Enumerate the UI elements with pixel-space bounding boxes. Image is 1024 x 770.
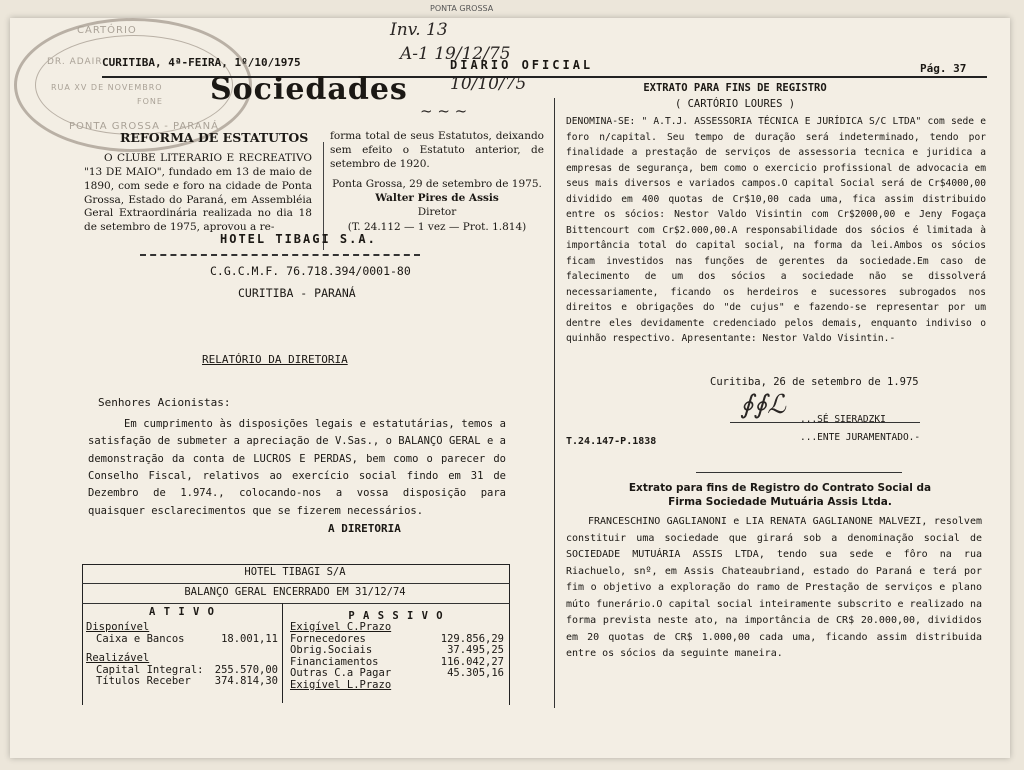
ativo-value: 255.570,00 [214, 663, 278, 676]
newspaper-page [10, 4, 1010, 758]
extrato1-signer-role: ...ENTE JURAMENTADO.- [800, 432, 921, 443]
stamp-text: PONTA GROSSA - PARANÁ [69, 121, 219, 132]
signature-scribble: ∮∮ℒ [740, 390, 786, 420]
passivo-value: 116.042,27 [440, 655, 504, 668]
extrato1-subtitle: ( CARTÓRIO LOURES ) [674, 98, 796, 110]
passivo-label: Financiamentos [290, 655, 379, 668]
ativo-row [86, 653, 278, 665]
passivo-label: Exigível L.Prazo [290, 678, 392, 691]
handwritten-label: PONTA GROSSA [430, 4, 494, 13]
reforma-paragraph: O CLUBE LITERARIO E RECREATIVO "13 DE MAIO", fundado em 13 de maio de 1890, com sede e foro na cidade de Ponta Grossa, Estado do Paraná, em Assembléia Geral Extraordinária realizada no dia 18 de setembro de 1975, aprovou a re- [84, 152, 312, 234]
header-page-number: Pág. 37 [920, 62, 967, 75]
extrato1-body: DENOMINA-SE: " A.T.J. ASSESSORIA TÉCNICA E JURÍDICA S/C LTDA" com sede e foro n/capital. Seu tempo de duração será indeterminado, tendo por finalidade a prestação de serviços de assessoria tecnica e juridica a empresas de segurança, bem como o exercicio profissional de advocacia em seus mais diversos e variados campos.O capital Social será de Cr$4000,00 dividido em 400 quotas de Cr$10,00 cada uma, fica assim distribuido entre os sócios: Nestor Valdo Visintin com Cr$2000,00 e Jeny Fogaça Bittencourt com Cr$2.000,00.A responsabilidade dos sócios é limitada à importância total do capital social, na forma da lei.Ambos os sócios ficam investidos nas funções de gerentes da sociedade.Em caso de falecimento de um dos sócios a sociedade não se dissolverá necessariamente, ficando os herdeiros e sucessores subrogados nos direitos e obrigações do "de cujus" e fazendo-se representar por um dentre eles devidamente credenciado pelos demais, enquanto indiviso o quinhão respectivo. Apresentante: Nestor Valdo Visintin.- [566, 116, 986, 345]
reforma-place-date: Ponta Grossa, 29 de setembro de 1975. [332, 178, 542, 190]
report-title: RELATÓRIO DA DIRETORIA [202, 353, 348, 366]
ativo-label: Realizável [86, 652, 150, 665]
handwritten-note: 10/10/75 [450, 74, 527, 94]
dashed-rule [140, 254, 420, 256]
report-greeting: Senhores Acionistas: [98, 396, 231, 409]
passivo-label: Fornecedores [290, 632, 366, 645]
balance-title: BALANÇO GERAL ENCERRADO EM 31/12/74 [184, 586, 406, 598]
extrato1-place-date: Curitiba, 26 de setembro de 1.975 [710, 376, 919, 388]
report-signature: A DIRETORIA [328, 522, 401, 535]
stamp-text: DR. ADAIR [47, 57, 103, 67]
balance-company: HOTEL TIBAGI S/A [244, 566, 346, 578]
passivo-row [290, 680, 504, 692]
report-body: Em cumprimento às disposições legais e estatutárias, temos a satisfação de submeter a apreciação de V.Sas., o BALANÇO GERAL e a demonstração da conta de LUCROS E PERDAS, bem como o parecer do Conselho Fiscal, relativos ao exercício social findo em 31 de Dezembro de 1.974., colocando-nos a vossa disposição para quaisquer esclarecimentos que se fizerem necessários. [88, 418, 506, 517]
section-rule [696, 472, 902, 473]
balance-rule [82, 583, 510, 584]
reforma-role: Diretor [417, 206, 457, 218]
reforma-ref: (T. 24.112 — 1 vez — Prot. 1.814) [347, 221, 527, 233]
handwritten-note: A-1 19/12/75 [400, 44, 511, 64]
balance-divider [282, 603, 283, 703]
stamp-text: CARTÓRIO [77, 25, 137, 36]
ativo-value: 374.814,30 [214, 675, 278, 688]
ativo-list [86, 622, 278, 688]
ativo-label: Títulos Receber [96, 675, 191, 688]
passivo-label: Obrig.Sociais [290, 644, 373, 657]
header-masthead: DIARIO OFICIAL [450, 58, 594, 72]
stamp-text: RUA XV DE NOVEMBRO [51, 83, 163, 92]
handwritten-note: Inv. 13 [390, 20, 448, 40]
ativo-label: Disponível [86, 621, 150, 633]
passivo-label: Exigível C.Prazo [290, 621, 392, 633]
ativo-row [86, 634, 278, 646]
passivo-row [290, 645, 504, 657]
extrato1-ref: T.24.147-P.1838 [566, 436, 657, 447]
ativo-header: A T I V O [149, 606, 215, 618]
extrato2-title: Extrato para fins de Registro do Contrato Social da Firma Sociedade Mutuária Assis Ltda. [628, 482, 932, 508]
stamp-text: FONE [137, 97, 163, 106]
extrato2-body: FRANCESCHINO GAGLIANONI e LIA RENATA GAGLIANONE MALVEZI, resolvem constituir uma sociedade que girará sob a denominação social de SOCIEDADE MUTUÁRIA ASSIS LTDA, tendo sua sede e fôro na rua Riachuelo, snº, em Assis Chateaubriand, estado do Paraná e terá por fim o objetivo a exploração do ramo de Prestação de serviços e plano múto funerário.O capital social inteiramente subscrito e realizado na forma prevista neste ato, na importância de CR$ 20.000,00, divididos em 20 quotas de CR$ 1.000,00 cada uma, ficando assim distribuida entre os sócios da seguinte maneira. [566, 516, 982, 659]
passivo-row [290, 668, 504, 680]
signature-scribble: ~ ~ ~ [420, 102, 468, 120]
ativo-row [86, 676, 278, 688]
ativo-value: 18.001,11 [221, 632, 278, 645]
hotel-city: CURITIBA - PARANÁ [238, 286, 356, 300]
hotel-cgc: C.G.C.M.F. 76.718.394/0001-80 [210, 264, 411, 278]
passivo-header: P A S S I V O [348, 610, 444, 622]
passivo-value: 129.856,29 [440, 632, 504, 645]
passivo-row [290, 622, 504, 634]
passivo-list [290, 622, 504, 691]
passivo-label: Outras C.a Pagar [290, 667, 392, 680]
reforma-title: REFORMA DE ESTATUTOS [120, 130, 309, 145]
extrato1-title: EXTRATO PARA FINS DE REGISTRO [643, 82, 827, 94]
header-date: CURITIBA, 4ª-FEIRA, 1º/10/1975 [102, 56, 301, 69]
section-title: Sociedades [210, 72, 408, 107]
hotel-name: HOTEL TIBAGI S.A. [220, 232, 377, 246]
passivo-value: 37.495,25 [447, 644, 504, 657]
page-column-divider [554, 98, 555, 708]
reforma-continuation: forma total de seus Estatutos, deixando sem efeito o Estatuto anterior, de setembro de 1920. [330, 130, 544, 170]
passivo-value: 45.305,16 [447, 667, 504, 680]
ativo-label: Caixa e Bancos [96, 632, 185, 645]
balance-rule [82, 603, 510, 604]
ativo-label: Capital Integral: [96, 663, 204, 676]
ativo-row [86, 622, 278, 634]
reforma-signer: Walter Pires de Assis [375, 192, 499, 204]
extrato1-signer: ...SÉ SIERADZKI [800, 414, 886, 425]
